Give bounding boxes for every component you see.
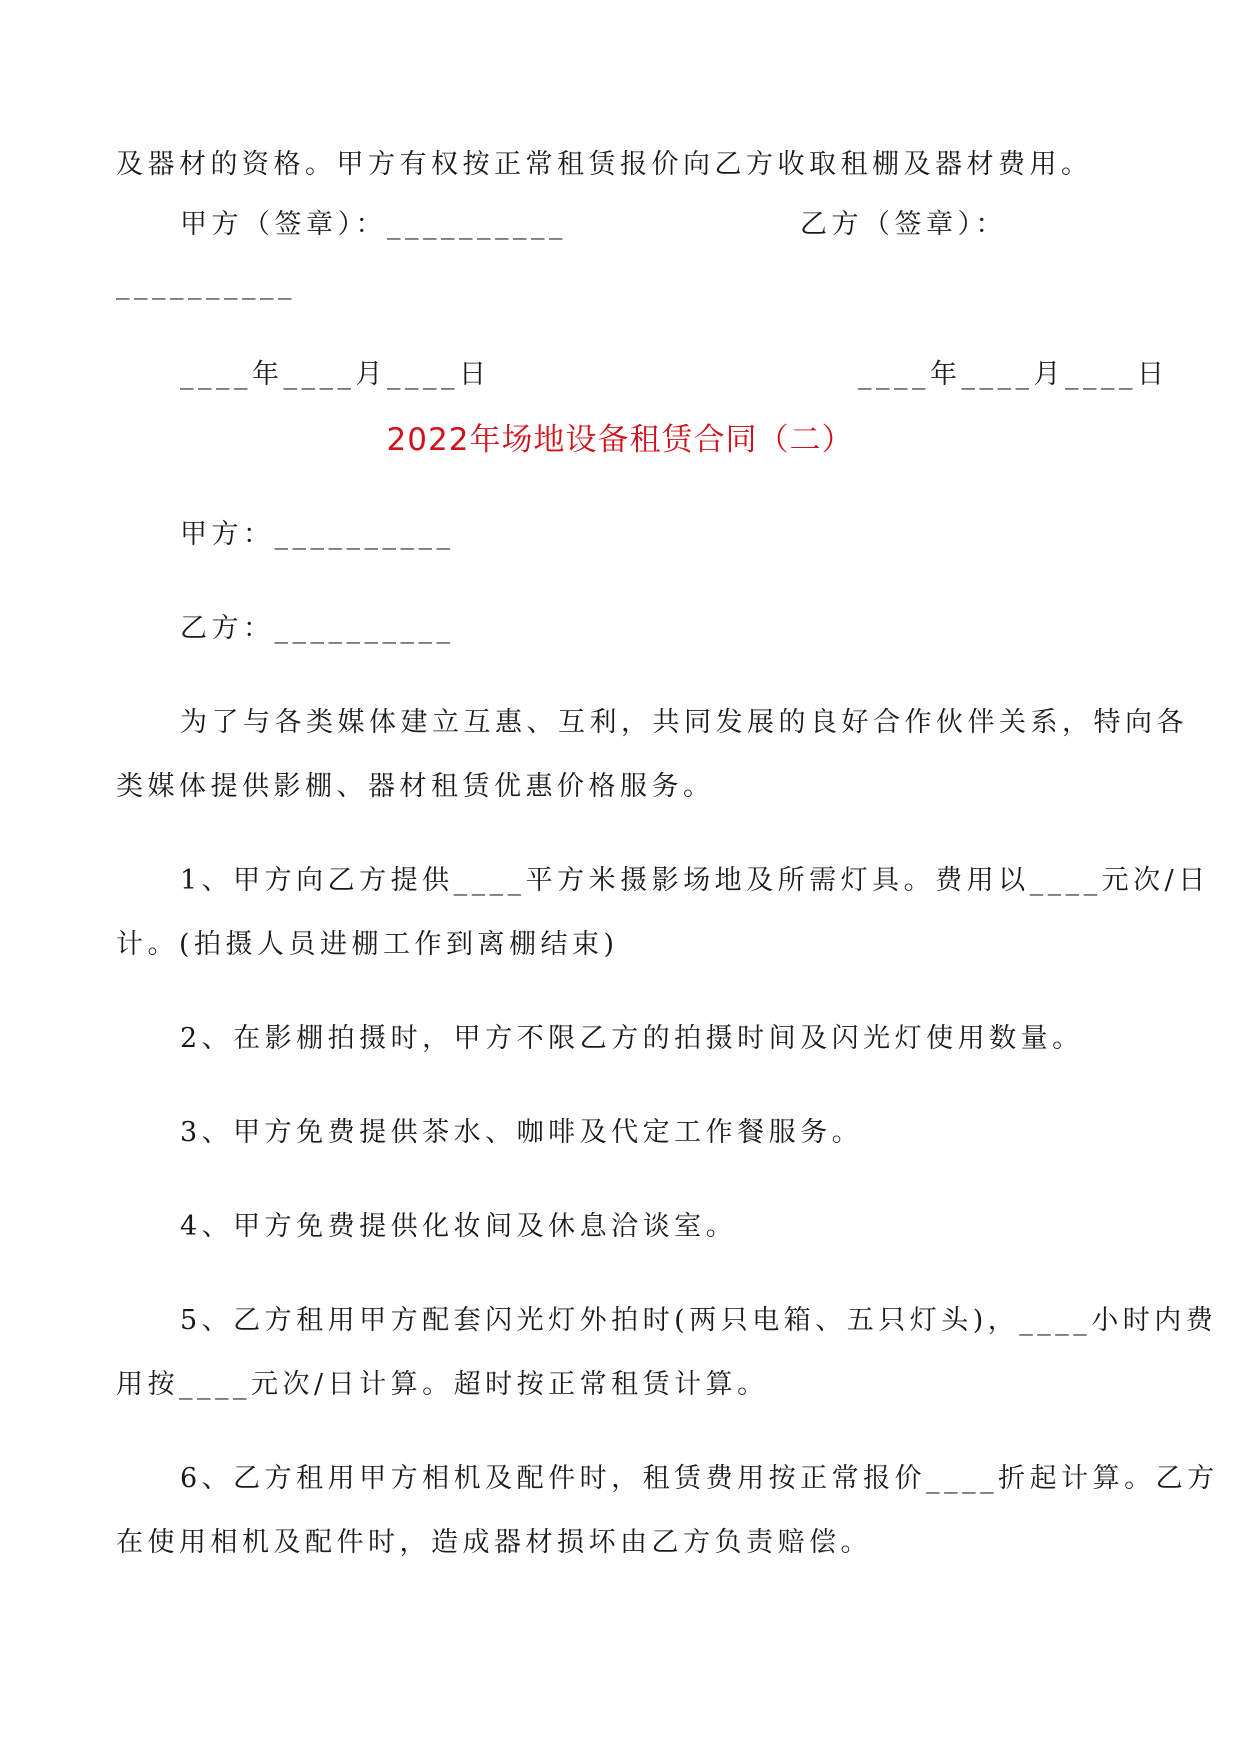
intro-line: 为了与各类媒体建立互惠、互利，共同发展的良好合作伙伴关系，特向各	[180, 707, 1188, 738]
clause-2: 2、在影棚拍摄时，甲方不限乙方的拍摄时间及闪光灯使用数量。	[180, 1023, 1084, 1054]
intro-line: 类媒体提供影棚、器材租赁优惠价格服务。	[116, 771, 715, 802]
clause-4: 4、甲方免费提供化妆间及休息洽谈室。	[180, 1211, 738, 1242]
clause-1-line: 计。(拍摄人员进棚工作到离棚结束)	[116, 929, 619, 960]
party-b-signature-line: __________	[116, 269, 296, 300]
date-b: ____年____月____日	[858, 359, 1169, 390]
date-a: ____年____月____日	[180, 359, 491, 390]
party-a-label: 甲方：__________	[180, 519, 455, 550]
clause-1-line: 1、甲方向乙方提供____平方米摄影场地及所需灯具。费用以____元次/日	[180, 865, 1210, 896]
section-title: 2022年场地设备租赁合同（二）	[386, 422, 854, 458]
party-a-signature: 甲方（签章）：__________	[180, 209, 567, 240]
clause-6-line: 6、乙方租用甲方相机及配件时，租赁费用按正常报价____折起计算。乙方	[180, 1463, 1219, 1494]
text-line: 及器材的资格。甲方有权按正常租赁报价向乙方收取租棚及器材费用。	[116, 149, 1093, 180]
clause-5-line: 用按____元次/日计算。超时按正常租赁计算。	[116, 1369, 769, 1400]
party-b-label: 乙方：__________	[180, 613, 455, 644]
party-b-signature: 乙方（签章）：	[800, 209, 1007, 240]
clause-5-line: 5、乙方租用甲方配套闪光灯外拍时(两只电箱、五只灯头)，____小时内费	[180, 1305, 1218, 1336]
clause-6-line: 在使用相机及配件时，造成器材损坏由乙方负责赔偿。	[116, 1527, 872, 1558]
clause-3: 3、甲方免费提供茶水、咖啡及代定工作餐服务。	[180, 1117, 864, 1148]
